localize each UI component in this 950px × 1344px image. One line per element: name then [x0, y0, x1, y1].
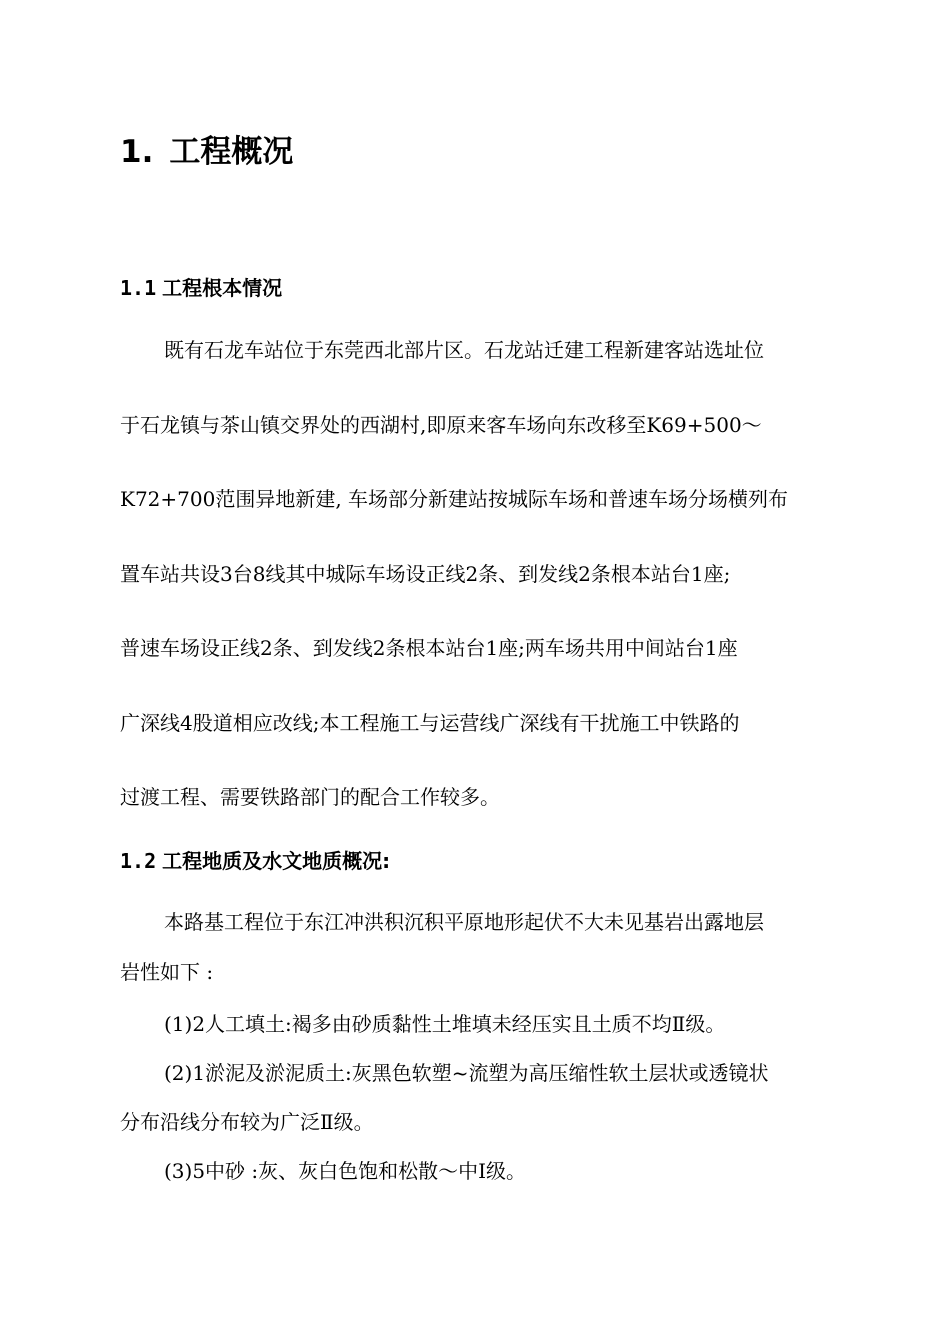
section-1-1-number: 1.1 [120, 276, 157, 300]
list-item: (3)5中砂 :灰、灰白色饱和松散～中Ⅰ级。 [164, 1159, 527, 1183]
list-item: (2)1淤泥及淤泥质土:灰黑色软塑~流塑为高压缩性软土层状或透镜状 [164, 1061, 769, 1085]
paragraph-line: 于石龙镇与茶山镇交界处的西湖村,即原来客车场向东改移至K69+500～ [120, 413, 762, 437]
section-1-2-heading [120, 846, 390, 876]
section-1-number: 1. [120, 134, 154, 170]
paragraph-line: 过渡工程、需要铁路部门的配合工作较多。 [120, 785, 500, 809]
list-item: (1)2人工填土:褐多由砂质黏性土堆填未经压实且土质不均Ⅱ级。 [164, 1012, 726, 1036]
paragraph-line: 既有石龙车站位于东莞西北部片区。石龙站迁建工程新建客站选址位 [164, 338, 764, 362]
section-1-2-number: 1.2 [120, 849, 157, 873]
paragraph-line: 本路基工程位于东江冲洪积沉积平原地形起伏不大未见基岩出露地层 [164, 910, 764, 934]
paragraph-line: 普速车场设正线2条、到发线2条根本站台1座;两车场共用中间站台1座 [120, 636, 738, 660]
paragraph-line: 岩性如下 : [120, 960, 214, 984]
paragraph-line: 置车站共设3台8线其中城际车场设正线2条、到发线2条根本站台1座; [120, 562, 731, 586]
section-1-1-heading [120, 273, 282, 303]
section-1-heading [120, 130, 293, 174]
paragraph-line: K72+700范围异地新建, 车场部分新建站按城际车场和普速车场分场横列布 [120, 487, 789, 511]
section-1-1-title: 工程根本情况 [162, 276, 283, 300]
section-1-title: 工程概况 [169, 134, 294, 170]
paragraph-line: 广深线4股道相应改线;本工程施工与运营线广深线有干扰施工中铁路的 [120, 711, 740, 735]
section-1-2-title: 工程地质及水文地质概况: [162, 849, 391, 873]
paragraph-line: 分布沿线分布较为广泛Ⅱ级。 [120, 1110, 374, 1134]
